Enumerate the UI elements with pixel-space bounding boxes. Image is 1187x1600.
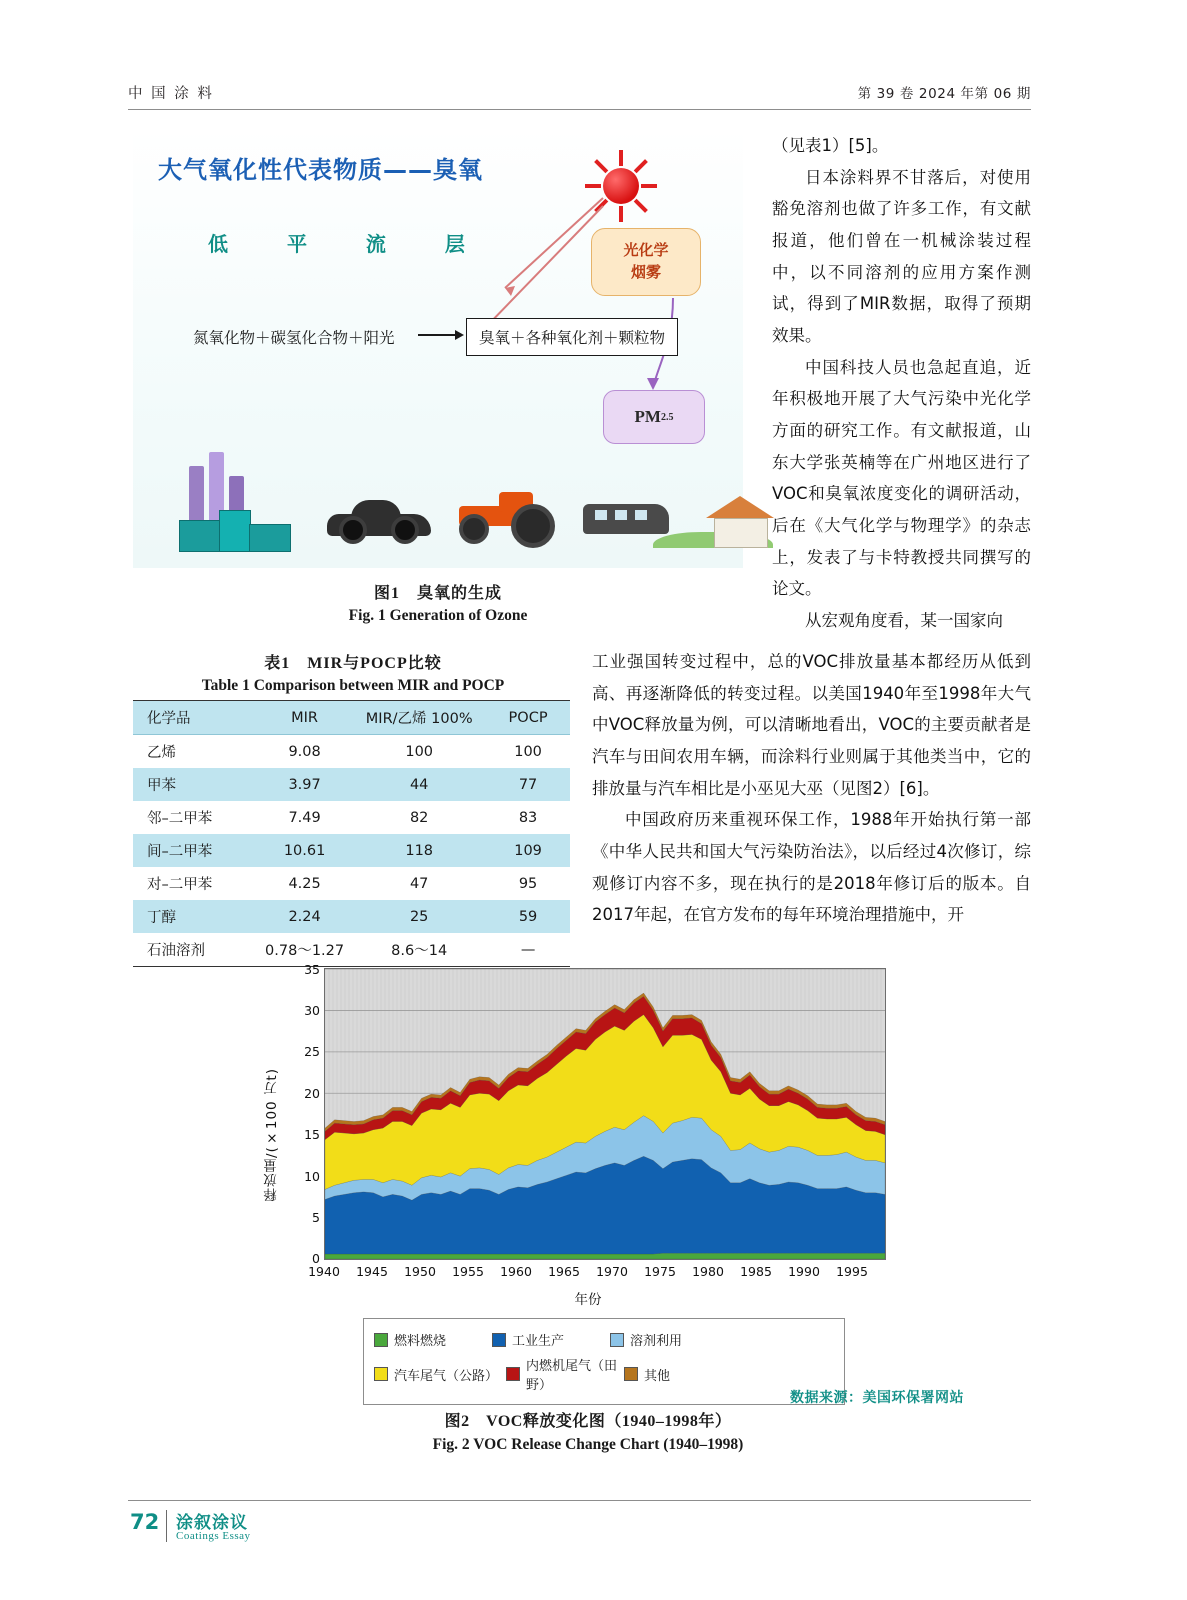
section-name-cn: 涂叙涂议 — [176, 1513, 248, 1533]
figure-2-caption-en: Fig. 2 VOC Release Change Chart (1940–1998) — [432, 1436, 744, 1453]
legend-label: 溶剂利用 — [630, 1334, 683, 1349]
cell-pocp: — — [486, 933, 570, 967]
table-row — [133, 735, 570, 769]
cell-ratio: 118 — [405, 842, 434, 859]
cell-pocp: 100 — [514, 743, 542, 760]
chart-source-note: 数据来源：美国环保署网站 — [790, 1390, 964, 1406]
figure-1-title: 大气氧化性代表物质——臭氧 — [158, 156, 483, 184]
table-row — [133, 900, 570, 933]
table-mir-pocp — [133, 700, 570, 967]
table-1-caption-en: Table 1 Comparison between MIR and POCP — [201, 677, 505, 694]
section-name-en: Coatings Essay — [176, 1530, 251, 1542]
running-head — [128, 82, 1031, 112]
legend-item-fuel-combustion — [374, 1330, 492, 1349]
x-tick-1960: 1960 — [500, 1264, 532, 1279]
col-header-chemical: 化学品 — [133, 701, 257, 735]
figure-1-caption-en: Fig. 1 Generation of Ozone — [348, 607, 528, 624]
paragraph: 中国科技人员也急起直追，近年积极地开展了大气污染中光化学方面的研究工作。有文献报道，山东大学张英楠等在广州地区进行了VOC和臭氧浓度变化的调研活动，后在《大气化学与物理学》的杂志上，发表了与卡特教授共同撰写的论文。 — [772, 357, 1031, 599]
x-tick-1985: 1985 — [740, 1264, 772, 1279]
table-header-row — [133, 701, 570, 735]
legend-swatch-icon — [610, 1333, 624, 1347]
x-tick-1965: 1965 — [548, 1264, 580, 1279]
x-tick-1950: 1950 — [404, 1264, 436, 1279]
cell-ratio: 25 — [409, 908, 429, 925]
tractor-icon — [453, 490, 563, 548]
cell-pocp: 95 — [518, 875, 538, 892]
photochemical-smog-label — [591, 228, 701, 296]
cell-ratio: 82 — [409, 809, 429, 826]
figure-1-caption-cn: 图1 臭氧的生成 — [373, 585, 502, 602]
cell-pocp: 77 — [518, 776, 538, 793]
pm25-label — [603, 390, 705, 444]
cell-mir: 3.97 — [288, 776, 321, 793]
figure-2-caption-cn: 图2 VOC释放变化图（1940–1998年） — [444, 1413, 732, 1430]
cell-ratio: 47 — [409, 875, 429, 892]
legend-label: 汽车尾气（公路） — [394, 1368, 499, 1384]
legend-label: 其他 — [644, 1368, 671, 1384]
chart-y-axis-label: 释放量/(×100 万t) — [264, 1068, 280, 1202]
paragraph: 日本涂料界不甘落后，对使用豁免溶剂也做了许多工作，有文献报道，他们曾在一机械涂装过程中，以不同溶剂的应用方案作测试，得到了MIR数据，取得了预期效果。 — [772, 167, 1031, 346]
col-header-mir: MIR — [257, 701, 352, 735]
paragraph: （见表1）[5]。 — [772, 136, 889, 155]
table-row — [133, 801, 570, 834]
x-tick-1990: 1990 — [788, 1264, 820, 1279]
figure-1-layer-label: 低 平 流 层 — [208, 232, 491, 256]
y-tick-35: 35 — [304, 962, 320, 977]
legend-swatch-icon — [624, 1367, 638, 1381]
pm-text: PM — [634, 407, 661, 426]
reaction-arrow-icon — [418, 334, 462, 336]
legend-item-other — [624, 1355, 742, 1393]
y-tick-30: 30 — [304, 1003, 320, 1018]
legend-item-industrial — [492, 1330, 610, 1349]
car-icon — [323, 498, 435, 546]
y-tick-5: 5 — [312, 1210, 320, 1225]
smog-line-1: 光化学 — [623, 241, 669, 260]
page-number: 72 — [130, 1510, 160, 1534]
emission-sources-illustration — [153, 446, 733, 556]
legend-swatch-icon — [374, 1333, 388, 1347]
cell-chemical: 邻–二甲苯 — [147, 811, 213, 827]
figure-1-equation-right: 臭氧＋各种氧化剂＋颗粒物 — [466, 318, 678, 356]
legend-label: 工业生产 — [512, 1334, 565, 1349]
factory-icon — [175, 460, 295, 552]
legend-label: 燃料燃烧 — [394, 1334, 447, 1349]
body-wide-column — [592, 646, 1031, 931]
paragraph: 从宏观角度看，某一国家向 — [805, 611, 1003, 631]
cell-ratio: 44 — [409, 776, 429, 793]
cell-pocp: 83 — [518, 809, 538, 826]
cell-chemical: 乙烯 — [147, 745, 176, 761]
y-tick-25: 25 — [304, 1044, 320, 1059]
cell-mir: 9.08 — [288, 743, 321, 760]
table-1-caption — [133, 650, 573, 695]
cell-chemical: 甲苯 — [147, 778, 176, 794]
x-tick-1995: 1995 — [836, 1264, 868, 1279]
cell-chemical: 石油溶剂 — [133, 933, 257, 967]
cell-ratio: 8.6～14 — [352, 933, 486, 967]
cell-chemical: 丁醇 — [147, 910, 176, 926]
cell-mir: 2.24 — [288, 908, 321, 925]
paragraph: 中国政府历来重视环保工作，1988年开始执行第一部《中华人民共和国大气污染防治法》，以后经过4次修订，综观修订内容不多，现在执行的是2018年修订后的版本。自2017年起，在官方发布的每年环境治理措施中，开 — [592, 810, 1031, 925]
header-rule — [128, 109, 1031, 110]
figure-1-caption — [133, 580, 743, 625]
cell-mir: 0.78～1.27 — [257, 933, 352, 967]
cell-ratio: 100 — [405, 743, 434, 760]
legend-label: 内燃机尾气（田野） — [526, 1359, 618, 1393]
figure-1-image — [133, 128, 743, 568]
paragraph: 工业强国转变过程中，总的VOC排放量基本都经历从低到高、再逐渐降低的转变过程。以美国1940年至1998年大气中VOC释放量为例，可以清晰地看出，VOC的主要贡献者是汽车与田间农用车辆，而涂料行业则属于其他类当中，它的排放量与汽车相比是小巫见大巫（见图2）[6]。 — [592, 652, 1031, 798]
footer-divider — [166, 1510, 167, 1542]
legend-swatch-icon — [506, 1367, 520, 1381]
col-header-pocp: POCP — [486, 701, 570, 735]
table-row — [133, 867, 570, 900]
col-header-mir-ethylene: MIR/乙烯 100% — [352, 701, 486, 735]
cell-chemical: 对–二甲苯 — [147, 877, 213, 893]
footer-rule — [128, 1500, 1031, 1501]
chart-legend — [363, 1318, 845, 1405]
legend-swatch-icon — [374, 1367, 388, 1381]
smog-line-2: 烟雾 — [630, 263, 661, 281]
legend-item-onroad — [374, 1355, 506, 1393]
chart-plot-area — [324, 968, 886, 1260]
legend-item-solvent — [610, 1330, 722, 1349]
x-tick-1970: 1970 — [596, 1264, 628, 1279]
journal-name: 中 国 涂 料 — [128, 86, 214, 102]
x-tick-1940: 1940 — [308, 1264, 340, 1279]
chart-x-axis-label: 年份 — [574, 1292, 602, 1308]
x-tick-1945: 1945 — [356, 1264, 388, 1279]
x-tick-1975: 1975 — [644, 1264, 676, 1279]
figure-1-equation-left: 氮氧化物＋碳氢化合物＋阳光 — [193, 329, 395, 347]
body-right-column — [772, 130, 1031, 637]
figure-2-chart — [264, 958, 908, 1393]
legend-item-offroad — [506, 1355, 624, 1393]
cell-mir: 4.25 — [288, 875, 321, 892]
legend-swatch-icon — [492, 1333, 506, 1347]
page-footer — [128, 1500, 1031, 1548]
table-1-caption-cn: 表1 MIR与POCP比较 — [264, 655, 442, 672]
figure-2-caption — [268, 1408, 908, 1454]
x-tick-1980: 1980 — [692, 1264, 724, 1279]
y-tick-10: 10 — [304, 1169, 320, 1184]
y-tick-15: 15 — [304, 1127, 320, 1142]
x-tick-1955: 1955 — [452, 1264, 484, 1279]
cell-pocp: 109 — [514, 842, 542, 859]
cell-pocp: 59 — [518, 908, 538, 925]
table-row — [133, 834, 570, 867]
pm-subscript: 2.5 — [660, 411, 674, 423]
cell-mir: 10.61 — [283, 842, 326, 859]
issue-info: 第 39 卷 2024 年第 06 期 — [857, 86, 1031, 102]
cell-mir: 7.49 — [288, 809, 321, 826]
table-row — [133, 768, 570, 801]
cell-chemical: 间–二甲苯 — [147, 844, 213, 860]
y-tick-0: 0 — [312, 1251, 320, 1266]
y-tick-20: 20 — [304, 1086, 320, 1101]
